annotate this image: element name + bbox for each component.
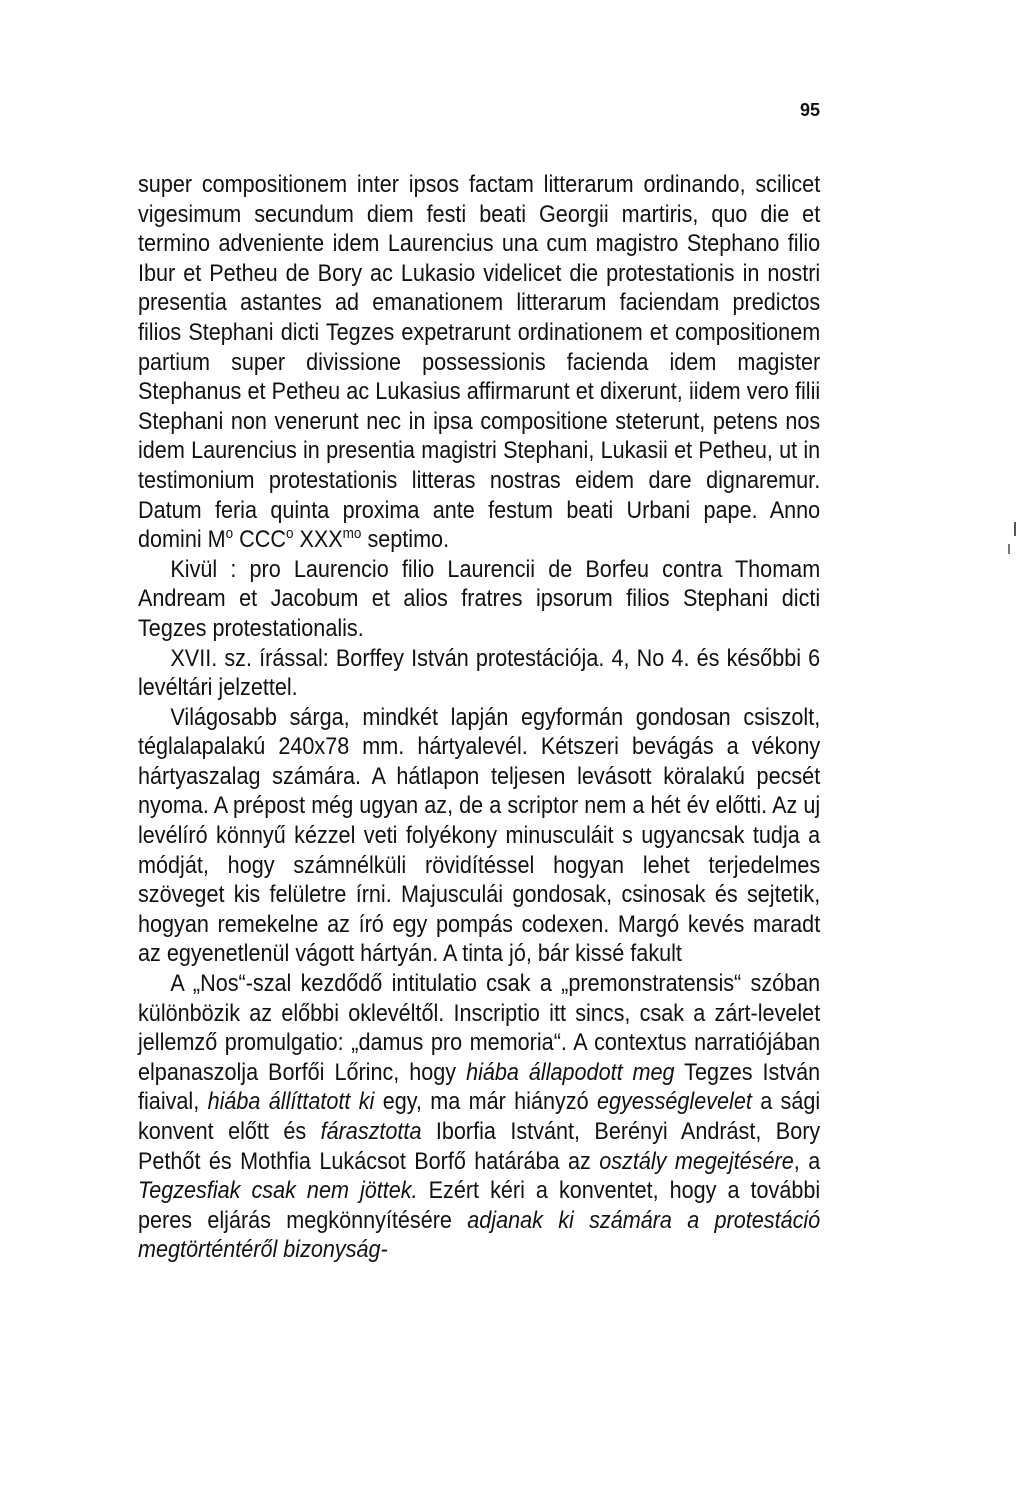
analysis-italic-7: adjanak ki számára a protestáció megtörténtéről bizonyság-	[138, 1206, 821, 1264]
physical-description-paragraph: Világosabb sárga, mindkét lapján egyformán gondosan csiszolt, téglalapalakú 240x78 mm. hártyalevél. Kétszeri bevágás a vékony hártyaszalag számára. A hátlapon teljesen levásott köralakú pecsét nyoma. A prépost még ugyan az, de a scriptor nem a hét év előtti. Az uj levélíró könnyű kézzel veti folyékony minusculáit s ugyancsak tudja a módját, hogy számnélküli rövidítéssel hogyan lehet terjedelmes szöveget kis felületre írni. Majusculái gondosak, csinosak és sejtetik, hogyan remekelne az író egy pompás codexen. Margó kevés maradt az egyenetlenül vágott hártyán. A tinta jó, bár kissé fakult	[138, 703, 821, 968]
superscript-o-1: o	[225, 525, 234, 543]
analysis-italic-5: osztály megejtésére	[599, 1147, 794, 1175]
margin-mark-small	[1008, 544, 1010, 554]
analysis-text-5: Iborfia Istvánt, Berényi Andrást, Bory Pethőt és Mothfia Lukácsot Borfő határába az	[138, 1118, 821, 1175]
archival-note-paragraph: XVII. sz. írással: Borffey István protestációja. 4, No 4. és későbbi 6 levéltári jelzettel.	[138, 644, 821, 702]
analysis-text-7: Ezért kéri a konventet, hogy a további peres eljárás megkönnyítésére	[138, 1177, 821, 1234]
analysis-italic-3: egyességlevelet	[596, 1088, 752, 1116]
margin-mark	[1014, 522, 1016, 536]
diplomatic-analysis-paragraph	[138, 969, 820, 1265]
latin-text-xxx: XXX	[293, 526, 343, 554]
analysis-text-3: egy, ma már hiányzó	[374, 1088, 597, 1116]
text-block	[138, 170, 820, 1265]
analysis-italic-1: hiába állapodott meg	[466, 1058, 675, 1086]
analysis-text-4: a sági konvent előtt és	[138, 1088, 821, 1145]
superscript-o-2: o	[285, 525, 294, 543]
superscript-mo: mo	[342, 525, 362, 543]
analysis-italic-4: fárasztotta	[320, 1118, 422, 1145]
endorsement-paragraph: Kivül : pro Laurencio filio Laurencii de Borfeu contra Thomam Andream et Jacobum et alios fratres ipsorum filios Stephani dicti Tegzes protestationalis.	[138, 555, 821, 642]
analysis-text-6: , a	[793, 1147, 821, 1175]
latin-charter-text	[138, 170, 820, 555]
latin-text-ccc: CCC	[233, 526, 286, 554]
latin-text-end: septimo.	[361, 526, 450, 554]
analysis-italic-6: Tegzesfiak csak nem jöttek.	[138, 1177, 418, 1205]
analysis-text-2: Tegzes István fiaival,	[138, 1058, 821, 1116]
page-number: 95	[799, 100, 820, 120]
latin-text-main: super compositionem inter ipsos factam litterarum ordinando, scilicet vigesimum secundum diem festi beati Georgii martiris, quo die et termino adveniente idem Laurencius una cum magistro Stephano filio Ibur et Petheu de Bory ac Lukasio videlicet die protestationis in nostri presentia astantes ad emanationem litterarum faciendam predictos filios Stephani dicti Tegzes expetrarunt ordinationem et compositionem partium super divissione possessionis facienda idem magister Stephanus et Petheu ac Lukasius affirmarunt et dixerunt, iidem vero filii Stephani non venerunt nec in ipsa compositione steterunt, petens nos idem Laurencius in presentia magistri Stephani, Lukasii et Petheu, ut in testimonium protestationis litteras nostras eidem dare dignaremur. Datum feria quinta proxima ante festum beati Urbani pape. Anno domini M	[138, 171, 821, 554]
analysis-italic-2: hiába állíttatott ki	[207, 1088, 375, 1116]
analysis-text-1: A „Nos“-szal kezdődő intitulatio csak a „premonstratensis“ szóban különbözik az előbbi oklevéltől. Inscriptio itt sincs, csak a zárt-levelet jellemző promulgatio: „damus pro memoria“. A contextus narratiójában elpanaszolja Borfői Lőrinc, hogy	[138, 970, 821, 1086]
